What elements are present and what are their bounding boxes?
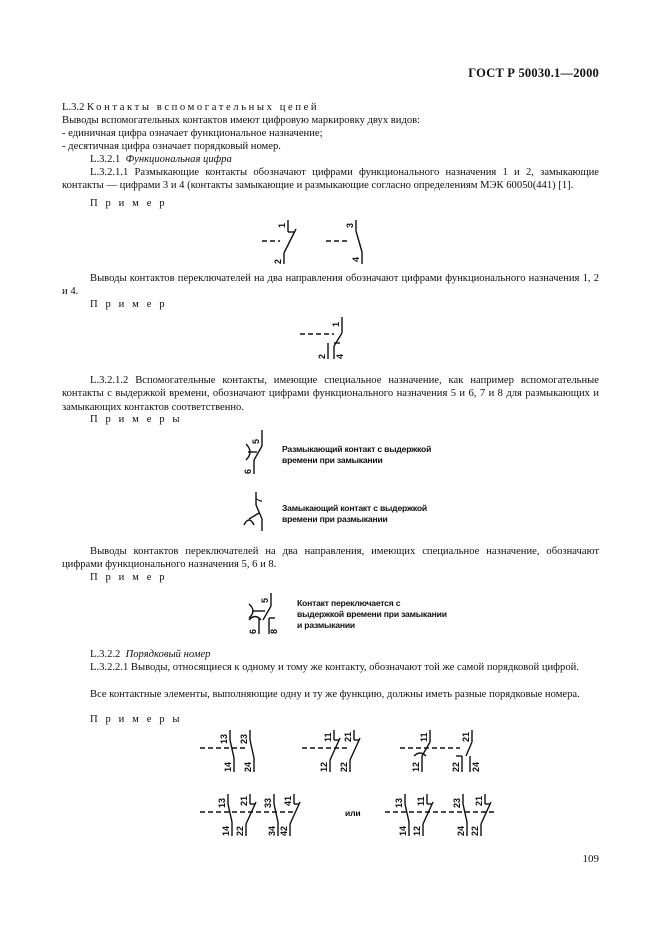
contact-blade	[466, 742, 472, 756]
paragraph-l32212: L.3.2.1.2 Вспомогательные контакты, имеющие специальное назначение, как например вспомогательные контакты с выдержкой времени, обозначают цифрами функционального назначения 5 и 6, 7 и 8 для размыкающих и замыкающих контактов соответственно.	[62, 375, 599, 413]
terminal-label: 24	[243, 761, 253, 772]
terminal-label: 7	[254, 497, 264, 503]
paragraph-intro: Выводы вспомогательных контактов имеют цифровую маркировку двух видов:	[62, 115, 421, 126]
or-separator: или	[345, 808, 361, 818]
section-title: Контакты вспомогательных цепей	[87, 102, 320, 113]
terminal-label: 6	[248, 628, 258, 634]
delay-link	[249, 513, 259, 519]
contact-blade	[356, 231, 362, 252]
document-header: ГОСТ Р 50030.1—2000	[468, 66, 599, 80]
figure-seq-break-break	[302, 726, 372, 776]
contact-blade	[228, 804, 232, 822]
terminal-label: 22	[451, 761, 461, 772]
terminal-label: 22	[235, 825, 245, 836]
paragraph-switch-special: Выводы контактов переключателей на два направления, имеющих специальное назначение, обозначают цифрами функционального назначения 5, 6 и 8.	[62, 546, 599, 571]
figure-seq-four-contacts	[200, 790, 310, 840]
terminal-label: 42	[279, 825, 289, 836]
example-label-1: П р и м е р	[90, 198, 168, 209]
figure-changeover-contact-delay	[245, 590, 295, 640]
terminal-label: 23	[239, 733, 249, 744]
terminal-label: 24	[471, 761, 481, 772]
figure-make-contact-delay	[240, 489, 280, 534]
terminal-label: 34	[267, 825, 277, 836]
terminal-label: 14	[223, 761, 233, 772]
caption-changeover-delay: Контакт переключается с выдержкой времени при замыкании и размыкании	[297, 598, 447, 630]
example-label-5: П р и м е р ы	[90, 714, 183, 725]
terminal-label: 12	[412, 825, 422, 836]
contact-blade	[274, 804, 278, 822]
terminal-label: 1	[331, 321, 341, 327]
caption-break-contact-delay: Размыкающий контакт с выдержкой времени при замыкании	[282, 444, 432, 465]
terminal-label: 2	[317, 353, 327, 359]
contact-blade	[334, 333, 342, 346]
paragraph-l32221: L.3.2.2.1 Выводы, относящиеся к одному и тому же контакту, обозначают той же самой порядковой цифрой.	[90, 662, 579, 673]
terminal-label: 21	[343, 731, 353, 742]
terminal-label: 21	[461, 731, 471, 742]
section-number: L.3.2	[62, 102, 85, 113]
terminal-label: 22	[339, 761, 349, 772]
terminal-label: 11	[416, 796, 426, 806]
terminal-label: 13	[217, 797, 227, 808]
terminal-label: 41	[283, 795, 293, 806]
delay-arc	[244, 520, 254, 525]
terminal-label: 14	[221, 825, 231, 836]
terminal-label: 11	[323, 732, 333, 742]
terminal-label: 4	[351, 256, 361, 262]
list-item-2: - десятичная цифра означает порядковый номер.	[62, 141, 281, 152]
terminal-label: 13	[219, 733, 229, 744]
section-heading-l3221	[62, 153, 599, 166]
terminal-label: 21	[239, 795, 249, 806]
example-label-3: П р и м е р ы	[90, 414, 183, 425]
terminal-label: 6	[243, 468, 253, 474]
paragraph-all-elements: Все контактные элементы, выполняющие одну и ту же функцию, должны иметь разные порядковые номера.	[90, 689, 580, 700]
example-label-2: П р и м е р	[90, 299, 168, 310]
contact-blade	[254, 446, 262, 460]
terminal-label: 1	[277, 222, 287, 228]
contact-blade	[405, 804, 409, 822]
terminal-label: 4	[335, 353, 345, 359]
paragraph-switch-two-directions: Выводы контактов переключателей на два направления обозначают цифрами функционального назначения 1, 2 и 4.	[62, 273, 599, 298]
example-label-4: П р и м е р	[90, 572, 168, 583]
section-heading-l322	[62, 101, 599, 114]
caption-make-contact-delay: Замыкающий контакт с выдержкой времени при размыкании	[282, 503, 427, 524]
terminal-label: 2	[273, 258, 283, 264]
terminal-label: 21	[474, 795, 484, 806]
contact-blade	[230, 740, 234, 758]
terminal-label: 8	[269, 628, 279, 634]
page-number: 109	[582, 853, 599, 865]
figure-break-contact-delay	[240, 428, 280, 478]
terminal-label: 24	[456, 825, 466, 836]
figure-changeover-contact	[296, 313, 366, 363]
terminal-label: 13	[394, 797, 404, 808]
contact-blade	[250, 740, 254, 758]
figure-break-make-contacts	[258, 214, 388, 269]
list-item-1: - единичная цифра означает функциональное назначение;	[62, 128, 323, 139]
terminal-label: 3	[345, 222, 355, 228]
section-number: L.3.2.2	[90, 649, 121, 660]
terminal-label: 22	[470, 825, 480, 836]
terminal-label: 12	[411, 761, 421, 772]
section-title: Функциональная цифра	[125, 154, 232, 165]
terminal-label: 12	[319, 761, 329, 772]
section-heading-l3222	[62, 648, 599, 661]
section-number: L.3.2.1	[90, 154, 121, 165]
terminal-label: 11	[419, 732, 429, 742]
terminal-label: 5	[251, 438, 261, 444]
terminal-label: 33	[263, 797, 273, 808]
section-title: Порядковый номер	[125, 649, 211, 660]
figure-seq-delay-changeover	[400, 726, 490, 776]
figure-seq-four-contacts-alt	[385, 790, 515, 840]
terminal-label: 14	[398, 825, 408, 836]
terminal-label: 5	[260, 597, 270, 603]
paragraph-l32211: L.3.2.1.1 Размыкающие контакты обозначают цифрами функционального назначения 1 и 2, замыкающие контакты — цифрами 3 и 4 (контакты замыкающие и размыкающие согласно определениям МЭК 60050(441) [1].	[62, 167, 599, 192]
contact-blade	[256, 505, 262, 519]
contact-blade	[463, 804, 467, 822]
terminal-label: 23	[452, 797, 462, 808]
figure-seq-make-make	[200, 726, 270, 776]
